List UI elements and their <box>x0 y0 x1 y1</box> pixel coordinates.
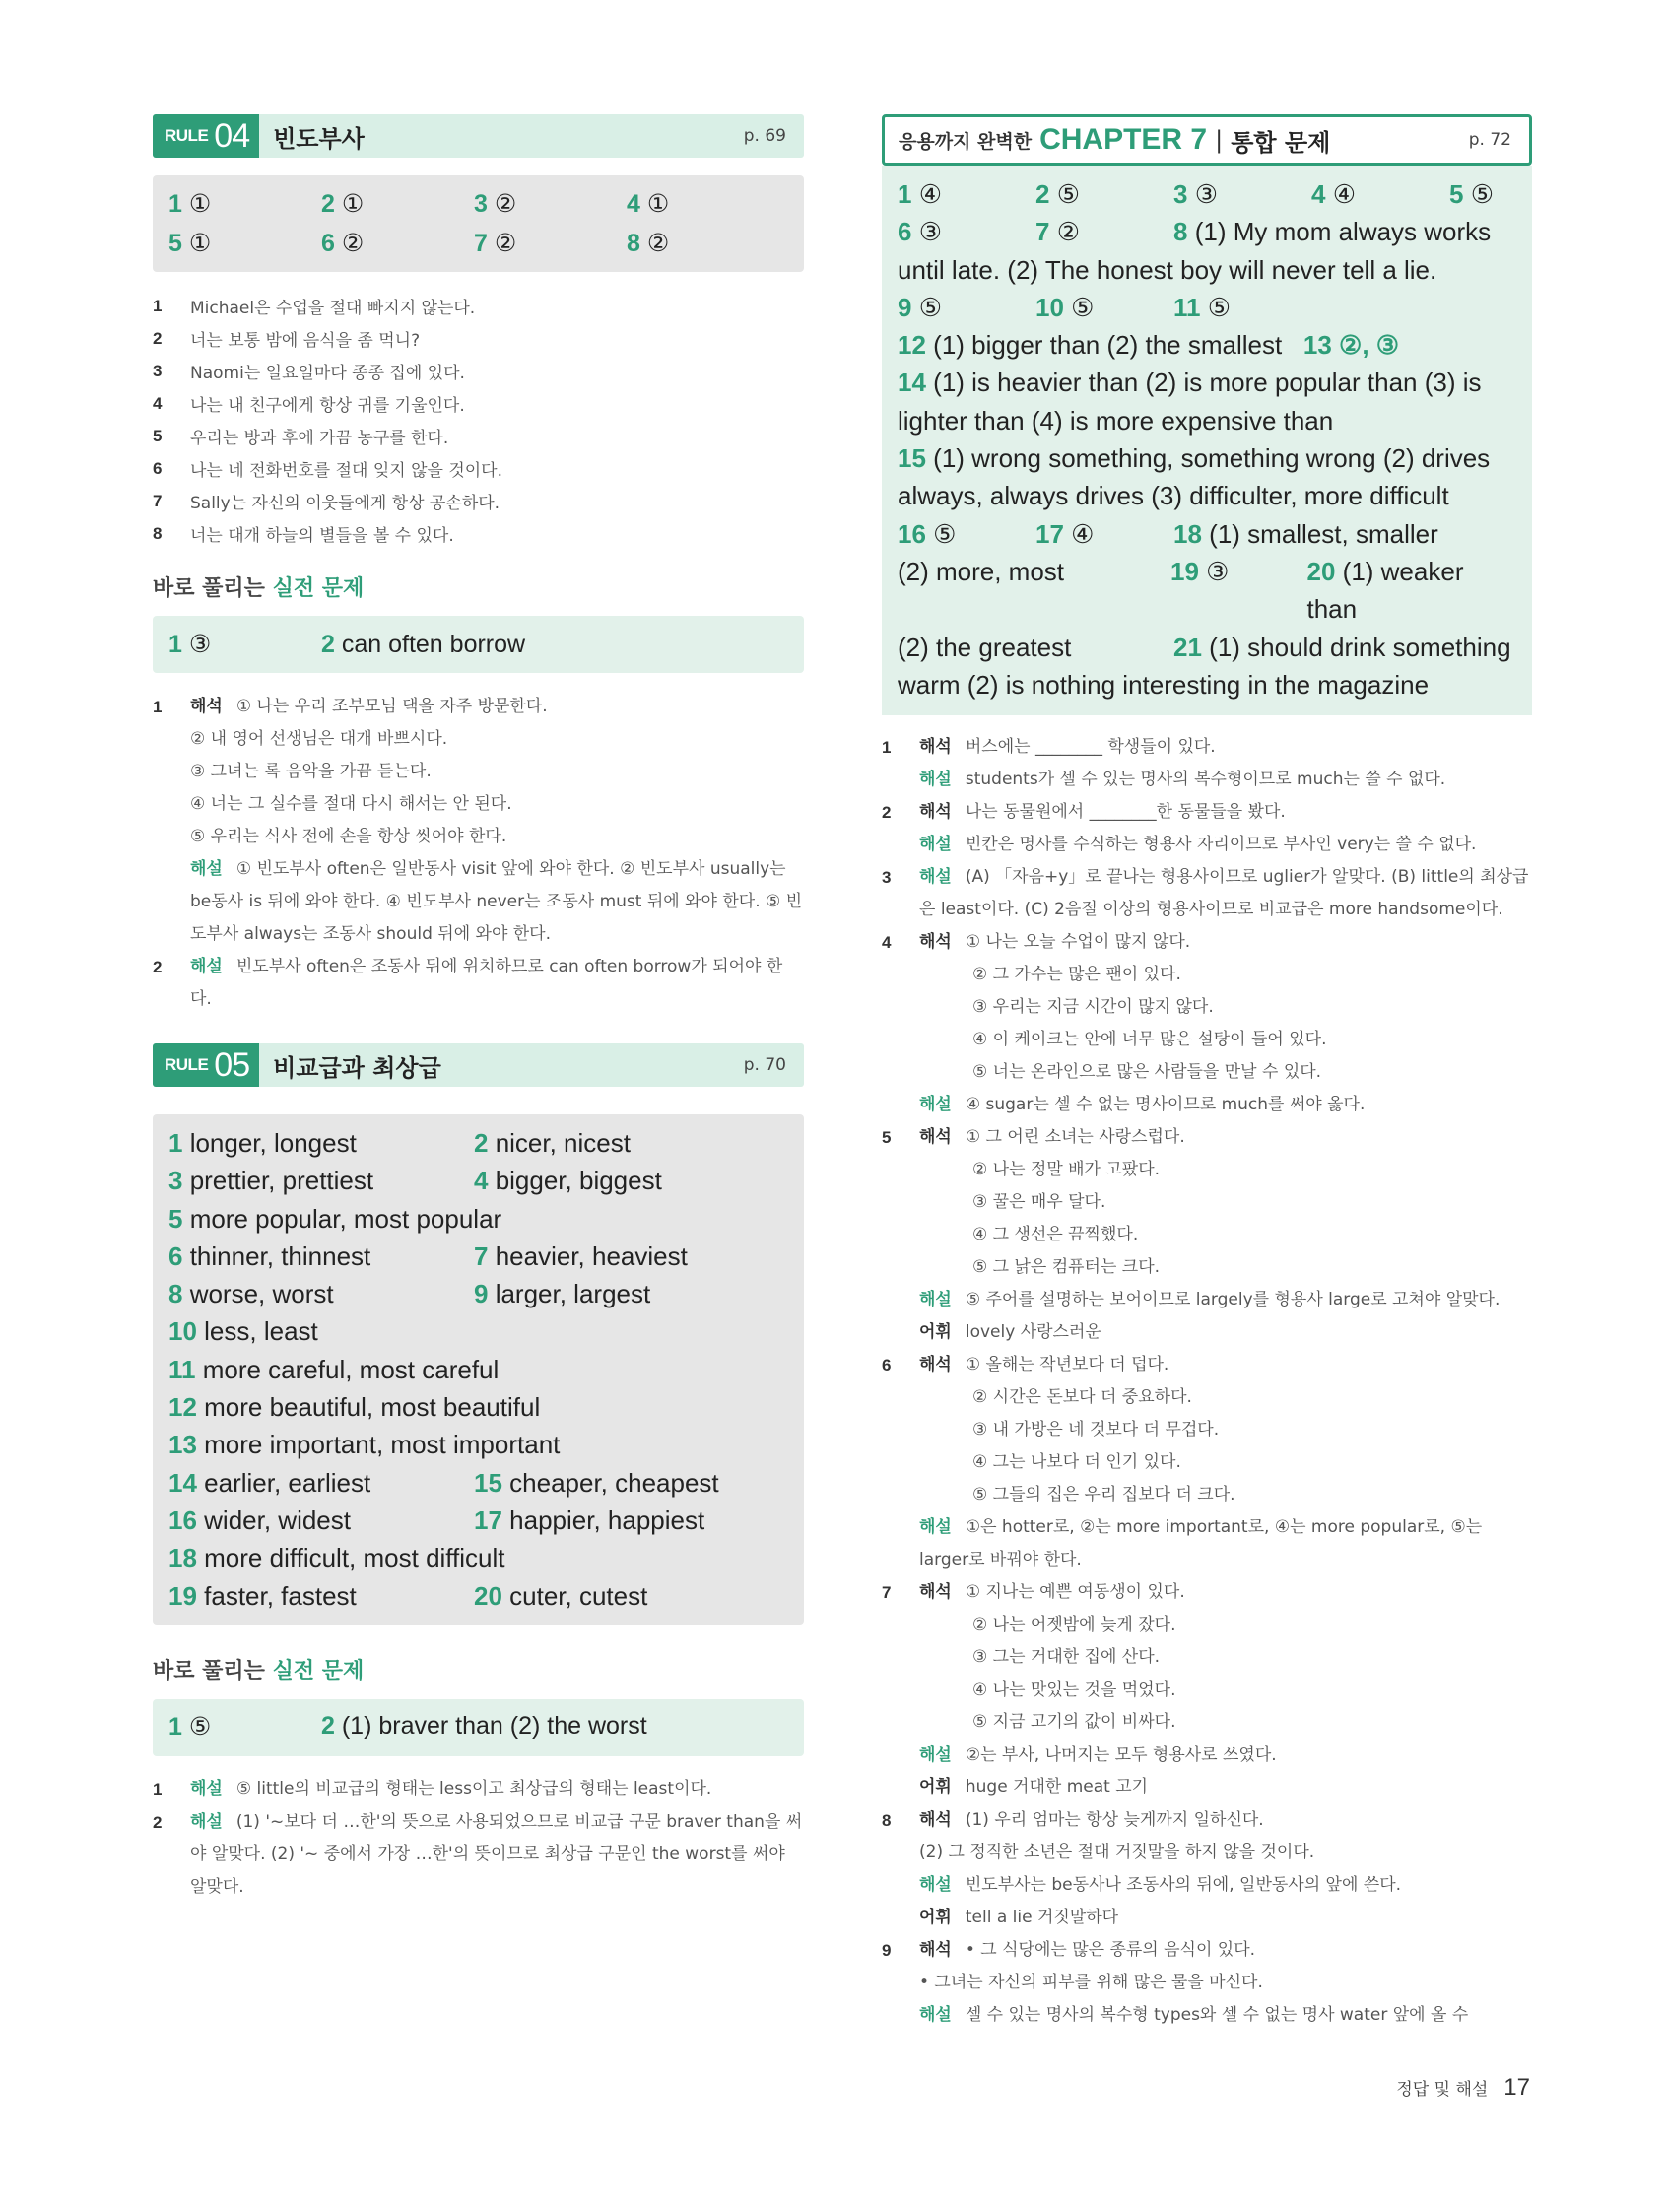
answer-number: 6 <box>168 1240 183 1271</box>
explanation-label: 어휘 <box>919 1777 952 1798</box>
answer-cell: 1 longer, longest <box>168 1128 357 1158</box>
answer-cell: 9 ⑤ <box>898 292 943 322</box>
explanation-text: ① 나는 오늘 수업이 많지 않다. <box>965 932 1191 953</box>
explanation-text: ④ 나는 맛있는 것을 먹었다. <box>972 1680 1176 1701</box>
answer-cell: 10 ⑤ <box>1035 292 1095 322</box>
explanation-text: lovely 사랑스러운 <box>965 1322 1101 1343</box>
answer-number: 4 <box>1311 179 1326 209</box>
explanation-body <box>919 861 1532 926</box>
explanation-line <box>919 1609 1532 1642</box>
left-column <box>153 114 804 1904</box>
answer-row: (2) the greatest 21 (1) should drink something <box>898 632 1511 662</box>
answer-box <box>153 175 804 272</box>
explanation-line <box>919 991 1532 1024</box>
answer-row: (2) more, most 19 ③ 20 (1) weaker than <box>898 556 1464 625</box>
comparison-answer-box <box>153 1114 804 1625</box>
explanation-line <box>919 1154 1532 1186</box>
explanation-text: 빈도부사는 be동사나 조동사의 뒤에, 일반동사의 앞에 쓴다. <box>965 1875 1402 1896</box>
explanation-body <box>919 1121 1532 1349</box>
explanation-line <box>919 1024 1532 1056</box>
list-item <box>153 387 804 420</box>
explanation-item: 1 해설 ⑤ little의 비교급의 형태는 less이고 최상급의 형태는 least이다. <box>153 1778 712 1799</box>
explanation-label: 어휘 <box>919 1322 952 1343</box>
chapter-title: 통합 문제 <box>1231 128 1331 157</box>
explanation-line <box>919 796 1532 829</box>
explanation-text: ④ 그 생선은 끔찍했다. <box>972 1225 1139 1245</box>
item-text: 우리는 방과 후에 가끔 농구를 한다. <box>190 429 449 448</box>
explanation-text: • 그 식당에는 많은 종류의 음식이 있다. <box>965 1940 1256 1961</box>
answer-number: 15 <box>474 1467 502 1498</box>
explanation-label: 해설 <box>919 770 952 790</box>
answer-cell: 19 faster, fastest <box>168 1580 357 1611</box>
explanation-line <box>919 1804 1532 1837</box>
explanation-text: ③ 우리는 지금 시간이 많지 않다. <box>972 997 1214 1018</box>
practice-answer-box: 1 ③ 2 can often borrow <box>153 616 804 673</box>
answer-number: 9 <box>474 1279 489 1309</box>
explanation-text: ⑤ 너는 온라인으로 많은 사람들을 만날 수 있다. <box>972 1062 1322 1083</box>
explanation-text: ⑤ 그 낡은 컴퓨터는 크다. <box>972 1257 1161 1278</box>
answer-row <box>168 1124 788 1162</box>
explanation-text: ④ 이 케이크는 안에 너무 많은 설탕이 들어 있다. <box>972 1030 1327 1050</box>
answer-cell: 4 ④ <box>1311 179 1357 209</box>
item-number: 4 <box>882 933 892 953</box>
explanation-text: ③ 꿀은 매우 달다. <box>972 1192 1106 1213</box>
explanation-line <box>919 1349 1532 1381</box>
item-number: 2 <box>153 328 163 348</box>
explanation-text: huge 거대한 meat 고기 <box>965 1777 1149 1798</box>
answer-row: 16 ⑤ 17 ④ 18 (1) smallest, smaller <box>898 518 1438 549</box>
answer-number: 8 <box>627 230 640 257</box>
answer-cell: 17 happier, happiest <box>474 1505 705 1535</box>
item-text: 나는 내 친구에게 항상 귀를 기울인다. <box>190 396 465 416</box>
answer-cell: 15 cheaper, cheapest <box>474 1467 719 1498</box>
explanation-line <box>919 1674 1532 1707</box>
explanation-line <box>919 1999 1532 2032</box>
explanation-item <box>882 731 1532 796</box>
explanation-body <box>919 926 1532 1121</box>
answer-number: 5 <box>168 230 182 257</box>
chapter-explanations <box>882 731 1532 2032</box>
explanation-line <box>919 1089 1532 1121</box>
rule-title: 빈도부사 <box>273 124 365 153</box>
answer-number: 11 <box>168 1354 196 1384</box>
explanation-line <box>919 1967 1532 1999</box>
answer-cell: 1 ① <box>168 190 212 218</box>
answer-number: 3 <box>474 190 488 218</box>
answer-number: 5 <box>1449 179 1464 209</box>
rule-title: 비교급과 최상급 <box>273 1053 441 1082</box>
answer-number: 7 <box>474 1240 489 1271</box>
page-footer <box>1396 2074 1530 2102</box>
answer-number: 3 <box>1173 179 1188 209</box>
explanation-body <box>919 1576 1532 1804</box>
explanation-line <box>919 1902 1532 1934</box>
explanation-body <box>919 731 1532 796</box>
answer-cell: 3 prettier, prettiest <box>168 1166 374 1196</box>
answer-number: 20 <box>474 1580 502 1611</box>
rule-number: 04 <box>214 116 250 155</box>
item-number: 2 <box>882 803 892 823</box>
explanation-line <box>919 1251 1532 1284</box>
answer-row: 15 (1) wrong something, something wrong (2) drives <box>898 443 1491 474</box>
item-number: 9 <box>882 1941 892 1961</box>
answer-row <box>168 1275 788 1312</box>
item-number: 6 <box>882 1356 892 1375</box>
answer-cell: 7 heavier, heaviest <box>474 1240 688 1271</box>
item-text: 너는 보통 밤에 음식을 좀 먹니? <box>190 331 421 351</box>
answer-cell: 6 ② <box>321 230 365 257</box>
explanation-text: ② 나는 정말 배가 고팠다. <box>972 1160 1161 1180</box>
explanation-body <box>919 1804 1532 1934</box>
explanation-line <box>919 1219 1532 1251</box>
explanation-line <box>919 1576 1532 1609</box>
item-text: Naomi는 일요일마다 종종 집에 있다. <box>190 364 465 383</box>
explanation-line <box>919 1056 1532 1089</box>
explanation-line <box>919 1414 1532 1446</box>
explanation-text: 셀 수 있는 명사의 복수형 types와 셀 수 없는 명사 water 앞에 올 수 <box>965 2005 1469 2026</box>
answer-cell: 14 earlier, earliest <box>168 1467 371 1498</box>
answer-cell: 4 ① <box>627 190 670 218</box>
explanation-label: 해석 <box>919 1940 952 1961</box>
explanation-text: ② 그 가수는 많은 팬이 있다. <box>972 965 1181 985</box>
explanation-text: • 그녀는 자신의 피부를 위해 많은 물을 마신다. <box>919 1973 1263 1993</box>
page-reference: p. 70 <box>743 1055 786 1075</box>
answer-cell: 13 more important, most important <box>168 1430 561 1460</box>
answer-cell: 5 more popular, most popular <box>168 1203 502 1234</box>
item-number: 1 <box>153 296 163 315</box>
list-item <box>153 322 804 355</box>
rule-number: 05 <box>214 1045 250 1084</box>
practice-answer-box: 1 ⑤ 2 (1) braver than (2) the worst <box>153 1699 804 1756</box>
answer-cell: 2 ① <box>321 190 365 218</box>
answer-number: 2 <box>474 1128 489 1158</box>
explanation-item <box>882 796 1532 861</box>
item-number: 7 <box>153 491 163 510</box>
explanation-label: 해설 <box>919 867 952 888</box>
footer-label: 정답 및 해설 <box>1396 2080 1489 2100</box>
explanation-text: ②는 부사, 나머지는 모두 형용사로 쓰였다. <box>965 1745 1277 1766</box>
answer-number: 13 <box>168 1430 197 1460</box>
answer-cell: 11 more careful, most careful <box>168 1354 500 1384</box>
chapter-prefix: 응용까지 완벽한 <box>899 130 1033 153</box>
explanation-label: 해석 <box>919 932 952 953</box>
answer-cell: 8 ② <box>627 230 670 257</box>
explanation-text: (2) 그 정직한 소년은 절대 거짓말을 하지 않을 것이다. <box>919 1843 1315 1863</box>
explanation-label: 해설 <box>919 835 952 855</box>
chapter-label: CHAPTER 7 <box>1039 123 1208 156</box>
explanation-text: ⑤ 지금 고기의 값이 비싸다. <box>972 1712 1176 1733</box>
explanation-line <box>919 861 1532 926</box>
practice-title: 바로 풀리는 실전 문제 <box>153 576 365 601</box>
answer-cell: 18 more difficult, most difficult <box>168 1543 505 1574</box>
explanation-line: ④ 너는 그 실수를 절대 다시 해서는 안 된다. <box>190 794 512 814</box>
item-text: 너는 대개 하늘의 별들을 볼 수 있다. <box>190 526 454 546</box>
explanation-text: ④ 그는 나보다 더 인기 있다. <box>972 1452 1181 1473</box>
explanation-label: 해석 <box>919 1810 952 1831</box>
explanation-text: 나는 동물원에서 ________한 동물들을 봤다. <box>965 802 1286 823</box>
answer-cell: 2 nicer, nicest <box>474 1128 631 1158</box>
item-text: 나는 네 전화번호를 절대 잊지 않을 것이다. <box>190 461 503 481</box>
list-item <box>153 355 804 387</box>
answer-cell: 8 worse, worst <box>168 1279 334 1309</box>
explanation-text: 버스에는 ________ 학생들이 있다. <box>965 737 1216 758</box>
explanation-label: 해석 <box>919 1127 952 1148</box>
translation-list <box>153 290 804 550</box>
answer-row: 6 ③ 7 ② 8 (1) My mom always works <box>898 217 1492 247</box>
answer-cell: 20 cuter, cutest <box>474 1580 648 1611</box>
explanation-text: ② 나는 어젯밤에 늦게 잤다. <box>972 1615 1176 1636</box>
explanation-text: ③ 그는 거대한 집에 산다. <box>972 1647 1161 1668</box>
item-number: 8 <box>153 523 163 543</box>
list-item <box>153 485 804 517</box>
explanation-text: ⑤ 그들의 집은 우리 집보다 더 크다. <box>972 1485 1235 1506</box>
answer-cell: 4 bigger, biggest <box>474 1166 662 1196</box>
answer-number: 1 <box>168 190 182 218</box>
answer-number: 19 <box>168 1580 197 1611</box>
answer-number: 10 <box>1035 292 1064 322</box>
explanation-line <box>919 1446 1532 1479</box>
answer-number: 6 <box>321 230 335 257</box>
explanation-item: 1 해석 ① 나는 우리 조부모님 댁을 자주 방문한다. ② 내 영어 선생님은 대개 바쁘시다. ③ 그녀는 록 음악을 가끔 듣는다. ④ 너는 그 실수를 절대 다시 해서는 안 된다. ⑤ 우리는 식사 전에 손을 항상 씻어야 한다. 해설 ① 빈도부사 often은 일반동사 visit 앞에 와야 한다. ② 빈도부사 usually는 be동사 is 뒤에 와야 한다. ④ 빈도부사 never는 조동사 must 뒤에 와야 한다. ⑤ 빈도부사 always는 조동사 should 뒤에 와야 한다. <box>153 697 803 944</box>
explanation-label: 해석 <box>919 1355 952 1375</box>
answer-row <box>168 1238 788 1275</box>
page-reference: p. 72 <box>1468 130 1511 150</box>
explanation-line <box>919 1121 1532 1154</box>
rule-badge <box>153 114 259 158</box>
answer-number: 10 <box>168 1316 197 1347</box>
answer-cell: 16 wider, widest <box>168 1505 351 1535</box>
explanation-line <box>919 1479 1532 1511</box>
rule-label: RULE <box>165 1055 209 1074</box>
answer-row: warm (2) is nothing interesting in the magazine <box>898 669 1430 700</box>
answer-row <box>168 1577 788 1615</box>
explanation-text: ① 지나는 예쁜 여동생이 있다. <box>965 1582 1185 1603</box>
item-number: 1 <box>882 738 892 758</box>
answer-row: 14 (1) is heavier than (2) is more popular than (3) is <box>898 368 1482 398</box>
answer-number: 8 <box>168 1279 183 1309</box>
explanation-label: 해석 <box>919 1582 952 1603</box>
list-item <box>153 290 804 322</box>
rule-badge <box>153 1043 259 1087</box>
answer-cell: 3 ③ <box>1173 179 1219 209</box>
answer-row <box>898 175 1518 213</box>
answer-row <box>168 1388 788 1426</box>
list-item <box>153 420 804 452</box>
explanation-line <box>919 829 1532 861</box>
explanation-text: students가 셀 수 있는 명사의 복수형이므로 much는 쓸 수 없다. <box>965 770 1446 790</box>
answer-row: until late. (2) The honest boy will never tell a lie. <box>898 254 1437 285</box>
answer-number: 9 <box>898 292 912 322</box>
answer-number: 17 <box>474 1505 502 1535</box>
answer-cell: 2 ⑤ <box>1035 179 1081 209</box>
explanation-body <box>919 796 1532 861</box>
explanation-line <box>919 1511 1532 1576</box>
explanation-text: tell a lie 거짓말하다 <box>965 1908 1119 1928</box>
explanation-text: (A) 「자음+y」로 끝나는 형용사이므로 uglier가 알맞다. (B) little의 최상급은 least이다. (C) 2음절 이상의 형용사이므로 비교급은 more handsome이다. <box>919 867 1529 920</box>
answer-cell: 3 ② <box>474 190 517 218</box>
explanation-label: 해설 <box>919 1745 952 1766</box>
explanation-item <box>882 861 1532 926</box>
explanation-line <box>919 1739 1532 1772</box>
answer-number: 16 <box>168 1505 197 1535</box>
item-number: 8 <box>882 1811 892 1831</box>
answer-number: 5 <box>168 1203 183 1234</box>
explanation-item: 2 해설 빈도부사 often은 조동사 뒤에 위치하므로 can often borrow가 되어야 한다. <box>153 957 783 1009</box>
answer-number: 14 <box>168 1467 197 1498</box>
answer-cell: 7 ② <box>474 230 517 257</box>
item-text: Sally는 자신의 이웃들에게 항상 공손하다. <box>190 494 500 513</box>
item-number: 5 <box>882 1128 892 1148</box>
answer-number: 2 <box>321 190 335 218</box>
answer-number: 18 <box>168 1543 197 1574</box>
answer-row: always, always drives (3) difficulter, more difficult <box>898 481 1449 511</box>
answer-cell: 1 ④ <box>898 179 943 209</box>
answer-cell: 5 ⑤ <box>1449 179 1495 209</box>
explanation-line <box>919 1316 1532 1349</box>
answer-row <box>168 1200 788 1238</box>
explanation-item <box>882 1804 1532 1934</box>
answer-number: 4 <box>474 1166 489 1196</box>
explanation-item: 2 해설 (1) '~보다 더 …한'의 뜻으로 사용되었으므로 비교급 구문 braver than을 써야 알맞다. (2) '~ 중에서 가장 …한'의 뜻이므로 최상급 구문인 the worst를 써야 알맞다. <box>153 1811 803 1897</box>
answer-row <box>168 1312 788 1350</box>
answer-row <box>168 1464 788 1502</box>
answer-number: 2 <box>1035 179 1050 209</box>
explanation-text: 빈칸은 명사를 수식하는 형용사 자리이므로 부사인 very는 쓸 수 없다. <box>965 835 1477 855</box>
explanation-line <box>919 1837 1532 1869</box>
practice-explanation <box>153 1774 804 1904</box>
rule-05-header <box>153 1043 804 1087</box>
answer-cell: 10 less, least <box>168 1316 318 1347</box>
explanation-text: ①은 hotter로, ②는 more important로, ④는 more popular로, ⑤는 larger로 바꿔야 한다. <box>919 1517 1483 1571</box>
explanation-line <box>919 1772 1532 1804</box>
answer-row <box>898 289 1518 326</box>
item-number: 6 <box>153 458 163 478</box>
explanation-label: 해석 <box>919 737 952 758</box>
explanation-line <box>919 1642 1532 1674</box>
answer-row <box>168 1162 788 1199</box>
answer-row <box>168 1351 788 1388</box>
list-item <box>153 517 804 550</box>
item-text: Michael은 수업을 절대 빠지지 않는다. <box>190 299 476 318</box>
explanation-label: 해석 <box>919 802 952 823</box>
answer-row <box>168 1539 788 1576</box>
item-number: 4 <box>153 393 163 413</box>
explanation-label: 해설 <box>919 1517 952 1538</box>
explanation-line <box>919 1707 1532 1739</box>
answer-row <box>168 1426 788 1463</box>
explanation-label: 해설 <box>919 2005 952 2026</box>
chapter-answer-box <box>882 166 1532 715</box>
answer-number: 11 <box>1173 292 1201 322</box>
list-item <box>153 452 804 485</box>
answer-row <box>168 1502 788 1539</box>
answer-cell: 11 ⑤ <box>1173 292 1232 322</box>
explanation-line <box>919 1381 1532 1414</box>
explanation-label: 해설 <box>919 1290 952 1310</box>
explanation-item <box>882 1349 1532 1576</box>
explanation-item <box>882 926 1532 1121</box>
rule-label: RULE <box>165 126 209 145</box>
explanation-line <box>919 1186 1532 1219</box>
explanation-text: ② 시간은 돈보다 더 중요하다. <box>972 1387 1192 1408</box>
explanation-item <box>882 1934 1532 2032</box>
page-number: 17 <box>1503 2074 1530 2101</box>
answer-number: 4 <box>627 190 640 218</box>
explanation-line <box>919 1934 1532 1967</box>
explanation-item <box>882 1576 1532 1804</box>
answer-cell: 6 thinner, thinnest <box>168 1240 371 1271</box>
explanation-body <box>919 1934 1532 2032</box>
page-reference: p. 69 <box>743 126 786 146</box>
answer-grid <box>168 189 788 258</box>
explanation-text: ③ 내 가방은 네 것보다 더 무겁다. <box>972 1420 1220 1441</box>
explanation-line <box>919 731 1532 764</box>
answer-cell: 9 larger, largest <box>474 1279 651 1309</box>
answer-cell: 5 ① <box>168 230 212 257</box>
explanation-line <box>919 764 1532 796</box>
chapter-header <box>882 114 1532 166</box>
explanation-text: ① 그 어린 소녀는 사랑스럽다. <box>965 1127 1185 1148</box>
practice-title: 바로 풀리는 실전 문제 <box>153 1658 365 1684</box>
explanation-label: 어휘 <box>919 1908 952 1928</box>
explanation-line: ⑤ 우리는 식사 전에 손을 항상 씻어야 한다. <box>190 827 507 846</box>
item-number: 5 <box>153 426 163 445</box>
practice-explanation <box>153 691 804 1016</box>
right-column <box>882 114 1532 2032</box>
explanation-text: (1) 우리 엄마는 항상 늦게까지 일하신다. <box>965 1810 1264 1831</box>
explanation-line <box>919 959 1532 991</box>
explanation-label: 해설 <box>919 1095 952 1115</box>
explanation-body <box>919 1349 1532 1576</box>
answer-number: 1 <box>898 179 912 209</box>
explanation-text: ① 올해는 작년보다 더 덥다. <box>965 1355 1169 1375</box>
explanation-text: ④ sugar는 셀 수 없는 명사이므로 much를 써야 옳다. <box>965 1095 1366 1115</box>
explanation-item <box>882 1121 1532 1349</box>
explanation-line <box>919 926 1532 959</box>
explanation-line: ③ 그녀는 록 음악을 가끔 듣는다. <box>190 762 432 781</box>
answer-cell: 12 more beautiful, most beautiful <box>168 1392 541 1423</box>
explanation-label: 해설 <box>919 1875 952 1896</box>
chapter-separator: | <box>1215 126 1224 154</box>
answer-number: 7 <box>474 230 488 257</box>
answer-row: lighter than (4) is more expensive than <box>898 405 1334 436</box>
explanation-line: ② 내 영어 선생님은 대개 바쁘시다. <box>190 729 448 749</box>
explanation-line <box>919 1869 1532 1902</box>
answer-row: 12 (1) bigger than (2) the smallest 13 ②, ③ <box>898 330 1400 361</box>
explanation-text: ⑤ 주어를 설명하는 보어이므로 largely를 형용사 large로 고쳐야 알맞다. <box>965 1290 1501 1310</box>
answer-number: 1 <box>168 1128 183 1158</box>
explanation-line <box>919 1284 1532 1316</box>
item-number: 7 <box>882 1583 892 1603</box>
rule-04-header <box>153 114 804 158</box>
answer-number: 12 <box>168 1392 197 1423</box>
item-number: 3 <box>882 868 892 888</box>
item-number: 3 <box>153 361 163 380</box>
answer-number: 3 <box>168 1166 183 1196</box>
